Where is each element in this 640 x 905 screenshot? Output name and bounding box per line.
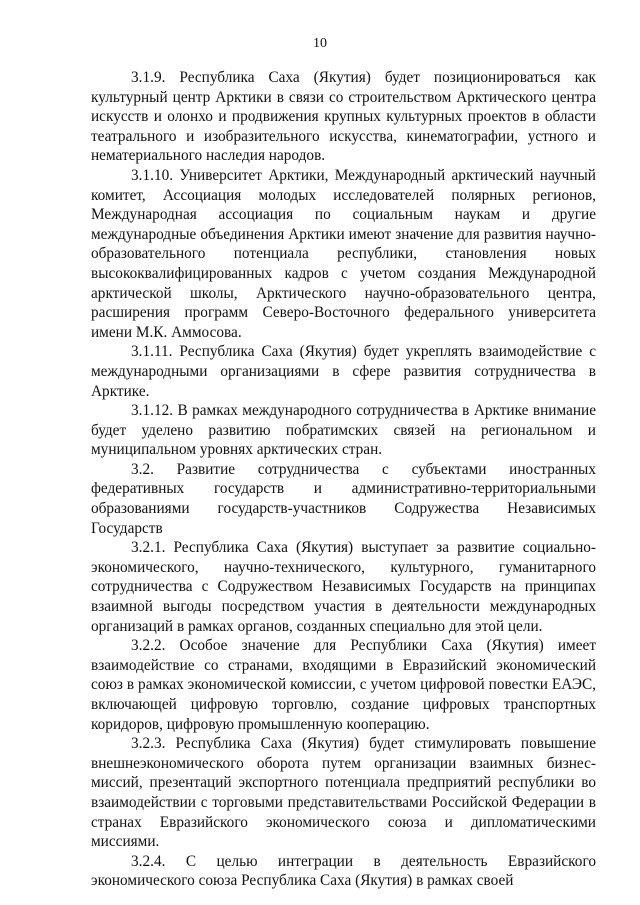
- paragraph-3-2-1: 3.2.1. Республика Саха (Якутия) выступает за развитие социально-экономического, научно-технического, культурного, гуманитарного сотрудничества с Содружеством Независимых Государств на принципах взаимной выгоды посредством участия в деятельности международных организаций в рамках органов, созданных специально для этой цели.: [91, 539, 596, 635]
- paragraph-3-2-2: 3.2.2. Особое значение для Республики Саха (Якутия) имеет взаимодействие со странами, входящими в Евразийский экономический союз в рамках экономической комиссии, с учетом цифровой повестки ЕАЭС, включающей цифровую торговлю, создание цифровых транспортных коридоров, цифровую промышленную кооперацию.: [91, 637, 596, 733]
- paragraph-3-1-9: 3.1.9. Республика Саха (Якутия) будет позиционироваться как культурный центр Арктики в связи со строительством Арктического центра искусств и олонхо и продвижения крупных культурных проектов в области театрального и изобразительного искусства, кинематографии, устного и нематериального наследия народов.: [91, 69, 596, 165]
- paragraph-3-1-11: 3.1.11. Республика Саха (Якутия) будет укреплять взаимодействие с международными организациями в сфере развития сотрудничества в Арктике.: [91, 343, 596, 400]
- page-number: 10: [313, 36, 327, 51]
- paragraph-3-1-10: 3.1.10. Университет Арктики, Международный арктический научный комитет, Ассоциация молодых исследователей полярных регионов, Международная ассоциация по социальным наукам и другие международные объединения Арктики имеют значение для развития научно-образовательного потенциала республики, становления новых высококвалифицированных кадров с учетом создания Международной арктической школы, Арктического научно-образовательного центра, расширения программ Северо-Восточного федерального университета имени М.К. Аммосова.: [91, 166, 596, 341]
- document-body: [91, 68, 596, 891]
- paragraph-3-2-3: 3.2.3. Республика Саха (Якутия) будет стимулировать повышение внешнеэкономического оборота путем организации взаимных бизнес-миссий, презентаций экспортного потенциала предприятий республики во взаимодействии с торговыми представительствами Российской Федерации в странах Евразийского экономического союза и дипломатическими миссиями.: [91, 735, 596, 851]
- paragraph-3-1-12: 3.1.12. В рамках международного сотрудничества в Арктике внимание будет уделено развитию побратимских связей на региональном и муниципальном уровнях арктических стран.: [91, 402, 596, 459]
- paragraph-3-2-4: 3.2.4. С целью интеграции в деятельность Евразийского экономического союза Республика Саха (Якутия) в рамках своей: [91, 852, 596, 890]
- section-heading-3-2: 3.2. Развитие сотрудничества с субъектами иностранных федеративных государств и административно-территориальными образованиями государств-участников Содружества Независимых Государств: [91, 460, 596, 537]
